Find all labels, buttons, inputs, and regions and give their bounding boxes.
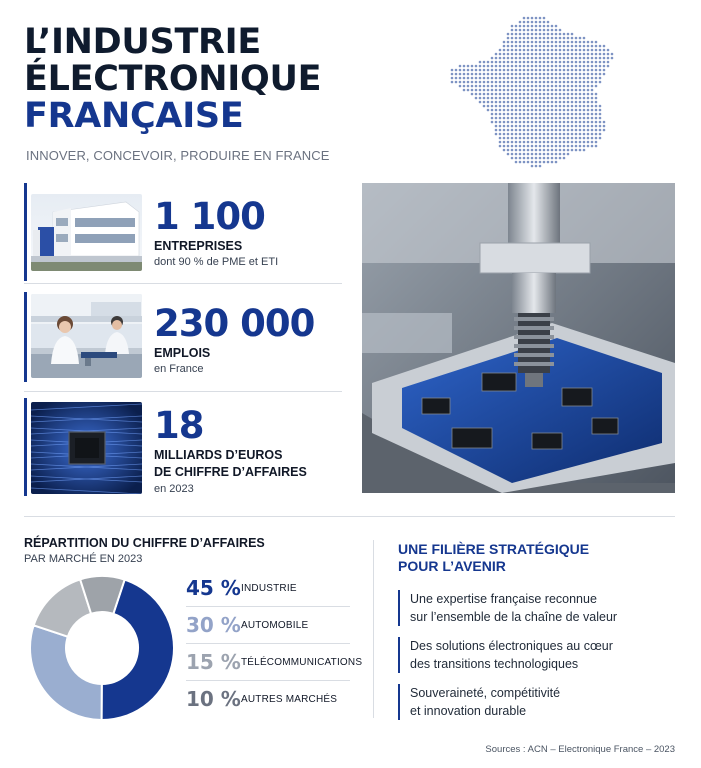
point-text xyxy=(410,684,560,720)
title-line-1: L’INDUSTRIE xyxy=(24,22,262,62)
page-subtitle: INNOVER, CONCEVOIR, PRODUIRE EN FRANCE xyxy=(26,148,330,163)
point-text xyxy=(410,637,613,673)
stat-chiffre-affaires xyxy=(24,398,342,496)
legend-item xyxy=(186,576,350,613)
stat-number: 1 100 xyxy=(154,195,265,238)
legend-divider xyxy=(186,643,350,644)
legend-label: TÉLÉCOMMUNICATIONS xyxy=(241,657,363,668)
strategy-title-line-1: UNE FILIÈRE STRATÉGIQUE xyxy=(398,541,590,557)
stat-sub: en France xyxy=(154,363,204,375)
revenue-subtitle: PAR MARCHÉ EN 2023 xyxy=(24,553,143,565)
vertical-divider xyxy=(373,540,374,718)
page-title xyxy=(24,24,321,135)
strategy-title-line-2: POUR L’AVENIR xyxy=(398,558,506,574)
point-accent-bar xyxy=(398,637,400,673)
point-line: des transitions technologiques xyxy=(410,657,579,671)
stat-emplois xyxy=(24,292,342,382)
point-line: et innovation durable xyxy=(410,704,527,718)
stat-label: MILLIARDS D’EUROS xyxy=(154,448,283,462)
point-accent-bar xyxy=(398,590,400,626)
stat-label: EMPLOIS xyxy=(154,346,211,360)
strategy-point xyxy=(398,684,668,720)
legend-item xyxy=(186,613,350,650)
legend-label: INDUSTRIE xyxy=(241,583,297,594)
point-accent-bar xyxy=(398,684,400,720)
legend-label: AUTOMOBILE xyxy=(241,620,309,631)
legend-value: 30 % xyxy=(186,613,241,637)
stat-entreprises xyxy=(24,183,342,281)
legend-value: 10 % xyxy=(186,687,241,711)
point-line: Souveraineté, compétitivité xyxy=(410,686,561,700)
building-photo xyxy=(31,194,142,271)
legend-item xyxy=(186,687,350,724)
source-note: Sources : ACN – Electronique France – 2023 xyxy=(485,744,675,755)
point-line: Une expertise française reconnue xyxy=(410,592,597,606)
stat-divider xyxy=(24,283,342,284)
donut-slice-automobile xyxy=(30,625,102,720)
stat-number: 230 000 xyxy=(154,302,315,345)
stat-accent-bar xyxy=(24,292,27,382)
point-text xyxy=(410,590,617,626)
strategy-point xyxy=(398,590,668,626)
stat-divider xyxy=(24,391,342,392)
stat-sub: en 2023 xyxy=(154,483,194,495)
strategy-point xyxy=(398,637,668,673)
legend-divider xyxy=(186,606,350,607)
legend-item xyxy=(186,650,363,687)
stat-sub: dont 90 % de PME et ETI xyxy=(154,256,279,268)
strategy-title xyxy=(398,541,589,575)
france-dot-map xyxy=(446,12,618,172)
revenue-title: RÉPARTITION DU CHIFFRE D’AFFAIRES xyxy=(24,536,265,550)
legend-label: AUTRES MARCHÉS xyxy=(241,694,338,705)
stat-label: DE CHIFFRE D’AFFAIRES xyxy=(154,465,307,479)
revenue-donut-chart xyxy=(28,574,176,722)
stat-accent-bar xyxy=(24,183,27,281)
section-divider xyxy=(24,516,675,517)
stat-accent-bar xyxy=(24,398,27,496)
lab-workers-photo xyxy=(31,294,142,378)
legend-value: 15 % xyxy=(186,650,241,674)
stat-number: 18 xyxy=(154,404,204,447)
title-line-2: ÉLECTRONIQUE xyxy=(24,59,322,99)
stat-label: ENTREPRISES xyxy=(154,239,243,253)
legend-value: 45 % xyxy=(186,576,241,600)
pcb-machine-photo xyxy=(362,183,675,493)
point-line: Des solutions électroniques au cœur xyxy=(410,639,613,653)
microchip-photo xyxy=(31,402,142,494)
title-line-3: FRANÇAISE xyxy=(24,96,244,136)
legend-divider xyxy=(186,680,350,681)
point-line: sur l’ensemble de la chaîne de valeur xyxy=(410,610,618,624)
